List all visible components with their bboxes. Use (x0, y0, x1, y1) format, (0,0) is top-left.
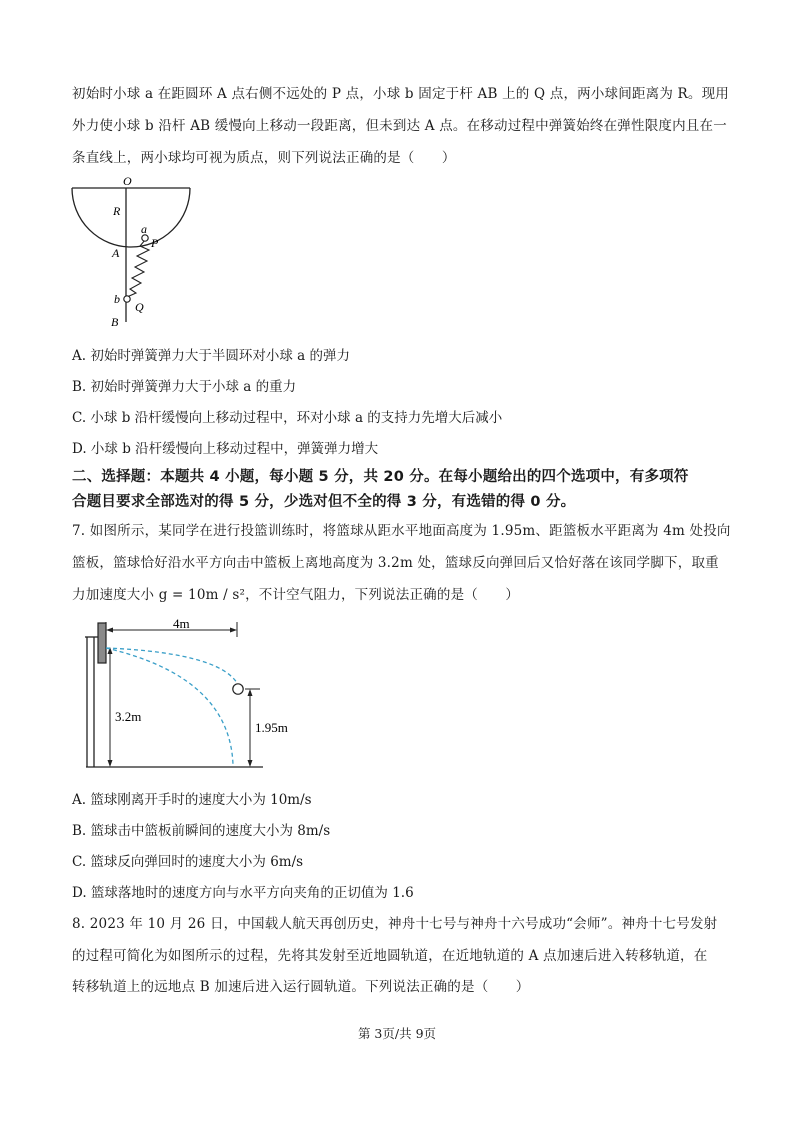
q8-stem-line-1: 8. 2023 年 10 月 26 日，中国载人航天再创历史，神舟十七号与神舟十六号成功“会师”。神舟十七号发射 (72, 916, 718, 932)
q7-figure (80, 616, 288, 775)
section-2-heading-line-2: 合题目要求全部选对的得 5 分，少选对但不全的得 3 分，有选错的得 0 分。 (72, 494, 576, 510)
label-R: R (113, 204, 121, 218)
q6-option-a: A. 初始时弹簧弹力大于半圆环对小球 a 的弹力 (72, 348, 350, 364)
label-b: b (114, 292, 120, 306)
q7-stem-line-2: 篮板，篮球恰好沿水平方向击中篮板上离地高度为 3.2m 处，篮球反向弹回后又恰好落在该同学脚下，取重 (72, 555, 719, 571)
q7-stem-line-3: 力加速度大小 g = 10m / s²，不计空气阻力，下列说法正确的是（ ） (72, 587, 520, 603)
q7-option-b: B. 篮球击中篮板前瞬间的速度大小为 8m/s (72, 823, 331, 839)
label-width-4m: 4m (173, 616, 190, 631)
q7-option-d: D. 篮球落地时的速度方向与水平方向夹角的正切值为 1.6 (72, 885, 414, 901)
q6-option-c: C. 小球 b 沿杆缓慢向上移动过程中，环对小球 a 的支持力先增大后减小 (72, 410, 503, 426)
label-O: O (123, 174, 132, 188)
label-P: P (151, 236, 159, 250)
q7-option-a: A. 篮球刚离开手时的速度大小为 10m/s (72, 792, 312, 808)
label-height-1-95m: 1.95m (255, 720, 288, 735)
q6-stem-line-3: 条直线上，两小球均可视为质点，则下列说法正确的是（ ） (72, 150, 456, 166)
label-a: a (141, 222, 147, 236)
q7-option-c: C. 篮球反向弹回时的速度大小为 6m/s (72, 854, 304, 870)
label-A: A (112, 246, 120, 260)
q6-figure (66, 174, 196, 329)
q6-option-d: D. 小球 b 沿杆缓慢向上移动过程中，弹簧弹力增大 (72, 441, 379, 457)
page-footer: 第 3页/共 9页 (357, 1026, 437, 1041)
label-height-3-2m: 3.2m (115, 709, 142, 724)
label-B: B (111, 315, 119, 329)
q7-stem-line-1: 7. 如图所示，某同学在进行投篮训练时，将篮球从距水平地面高度为 1.95m、距篮板水平距离为 4m 处投向 (72, 523, 731, 539)
label-Q: Q (135, 300, 144, 314)
section-2-heading-line-1: 二、选择题：本题共 4 小题，每小题 5 分，共 20 分。在每小题给出的四个选项中，有多项符 (72, 469, 689, 485)
q6-stem-line-1: 初始时小球 a 在距圆环 A 点右侧不远处的 P 点，小球 b 固定于杆 AB 上的 Q 点，两小球间距离为 R。现用 (72, 86, 730, 102)
q8-stem-line-3: 转移轨道上的远地点 B 加速后进入运行圆轨道。下列说法正确的是（ ） (72, 979, 530, 995)
q6-option-b: B. 初始时弹簧弹力大于小球 a 的重力 (72, 379, 297, 395)
q8-stem-line-2: 的过程可简化为如图所示的过程，先将其发射至近地圆轨道，在近地轨道的 A 点加速后进入转移轨道，在 (72, 948, 708, 964)
q6-stem-line-2: 外力使小球 b 沿杆 AB 缓慢向上移动一段距离，但未到达 A 点。在移动过程中弹簧始终在弹性限度内且在一 (72, 118, 727, 134)
